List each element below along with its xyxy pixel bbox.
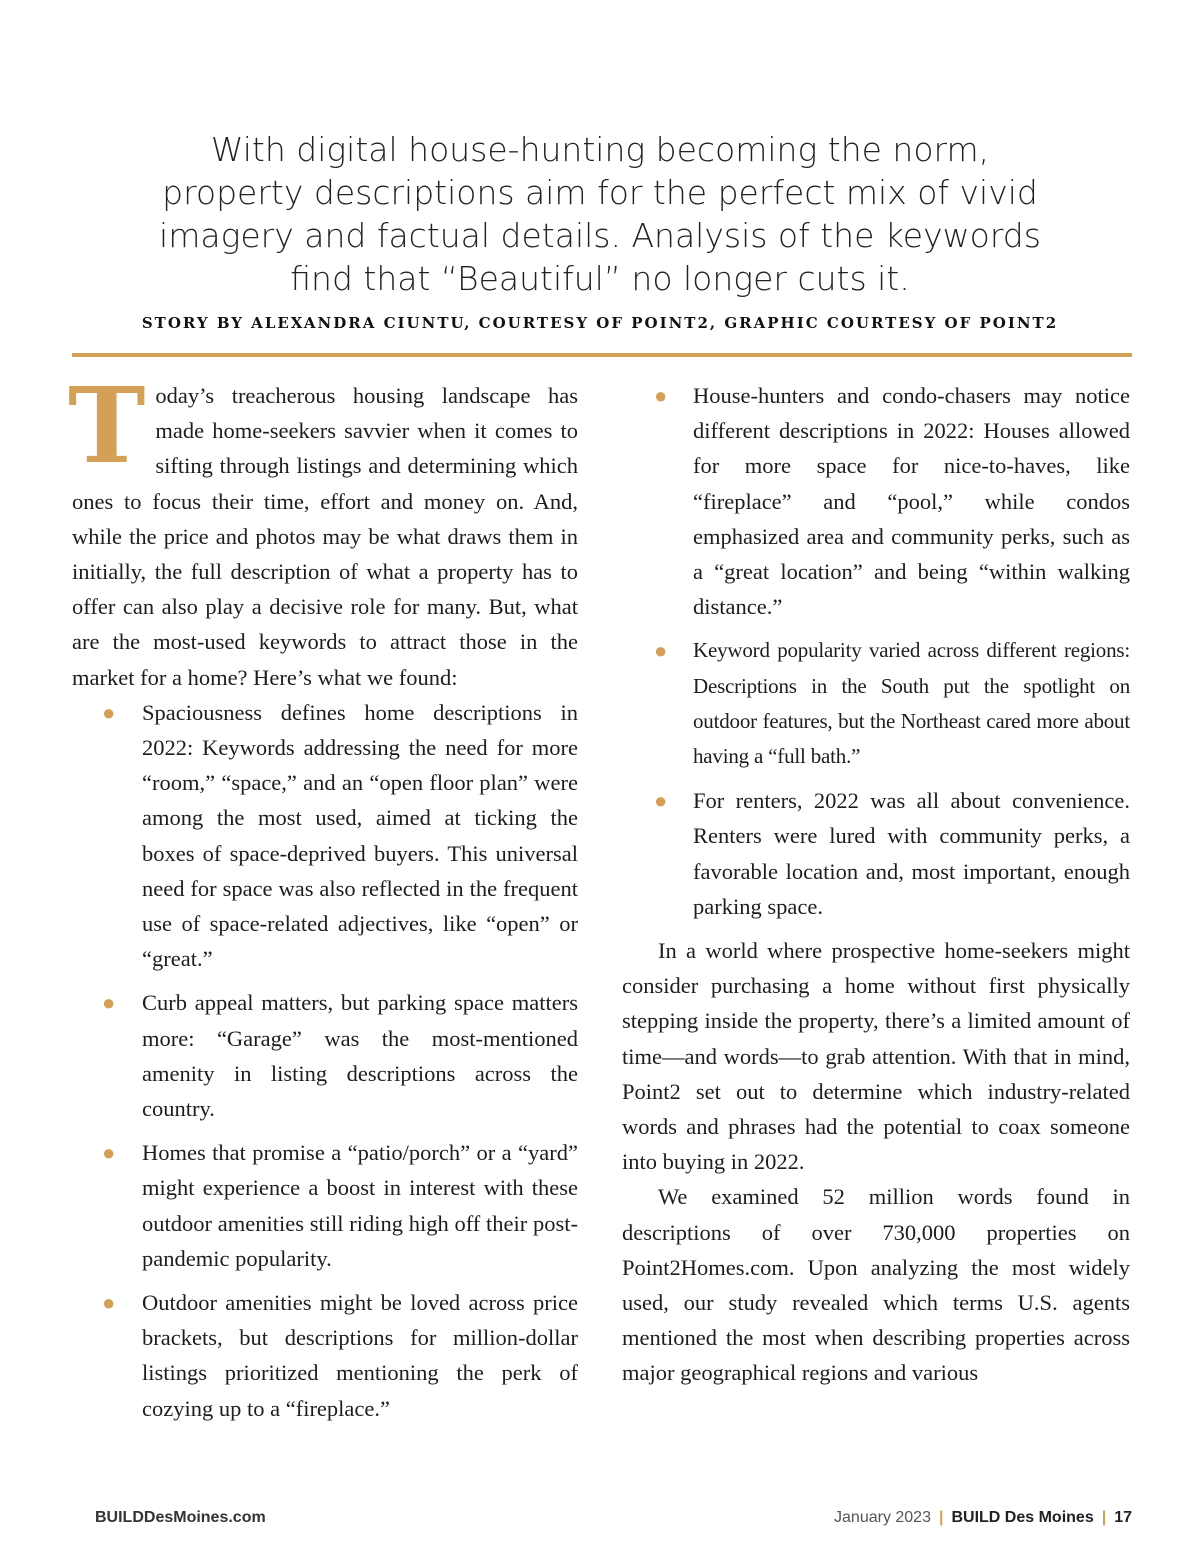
list-item: [622, 633, 1130, 774]
bullet-icon: ●: [102, 699, 116, 725]
list-item: [72, 1135, 578, 1276]
divider-rule: [72, 353, 1132, 357]
footer-publication: BUILD Des Moines: [951, 1509, 1094, 1526]
list-item: [622, 378, 1130, 624]
list-item-text: Curb appeal matters, but parking space matters more: “Garage” was the most-mentioned amenity in listing descriptions across the country.: [142, 990, 578, 1122]
list-item: [72, 695, 578, 977]
right-column: [622, 378, 1130, 1391]
body-paragraph: We examined 52 million words found in descriptions of over 730,000 properties on Point2Homes.com. Upon analyzing the most widely used, our study revealed which terms U.S. agents mentioned the most when describing properties across major geographical regions and various: [622, 1184, 1130, 1386]
byline: STORY BY ALEXANDRA CIUNTU, COURTESY OF POINT2, GRAPHIC COURTESY OF POINT2: [141, 314, 1059, 332]
deck-line: imagery and factual details. Analysis of the keywords: [159, 216, 1041, 255]
bullet-icon: ●: [654, 788, 668, 814]
bullet-icon: ●: [102, 990, 116, 1016]
left-column: [68, 364, 578, 1435]
intro-paragraph: [68, 364, 578, 695]
list-item-text: House-hunters and condo-chasers may notice different descriptions in 2022: Houses allowed for more space for nice-to-haves, like “fireplace” and “pool,” while condos emphasized area and community perks, such as a “great location” and being “within walking distance.”: [693, 383, 1130, 620]
list-item-text: Homes that promise a “patio/porch” or a “yard” might experience a boost in interest with these outdoor amenities still riding high off their post-pandemic popularity.: [142, 1140, 578, 1271]
bullet-icon: ●: [102, 1140, 116, 1166]
deck-line: With digital house-hunting becoming the norm,: [210, 130, 990, 169]
deck-line: find that “Beautiful” no longer cuts it.: [290, 259, 910, 298]
intro-text: oday’s treacherous housing landscape has made home-seekers savvier when it comes to sifting through listings and determining which ones to focus their time, effort and money on. And, while the price and photos may be what draws them in initially, the full description of what a property has to offer can also play a decisive role for many. But, what are the most-used keywords to attract those in the market for a home? Here’s what we found:: [72, 383, 578, 690]
bullet-icon: ●: [102, 1290, 116, 1316]
bullet-icon: ●: [654, 638, 668, 664]
list-item-text: Outdoor amenities might be loved across price brackets, but descriptions for million-dollar listings prioritized mentioning the perk of cozying up to a “fireplace.”: [142, 1290, 578, 1421]
article-deck: [100, 128, 1100, 300]
footer-separator: |: [938, 1509, 944, 1526]
findings-list-continued: [622, 378, 1130, 924]
page-number: 17: [1114, 1509, 1132, 1526]
drop-cap: T: [68, 364, 146, 487]
list-item: [622, 783, 1130, 924]
page-footer: [834, 1509, 1132, 1527]
list-item-text: Spaciousness defines home descriptions in 2022: Keywords addressing the need for more “room,” “space,” and an “open floor plan” were among the most used, aimed at ticking the boxes of space-deprived buyers. This universal need for space was also reflected in the frequent use of space-related adjectives, like “open” or “great.”: [142, 699, 578, 972]
body-paragraph: In a world where prospective home-seekers might consider purchasing a home without first physically stepping inside the property, there’s a limited amount of time—and words—to grab attention. With that in mind, Point2 set out to determine which industry-related words and phrases had the potential to coax someone into buying in 2022.: [622, 938, 1130, 1175]
footer-date: January 2023: [834, 1509, 931, 1526]
list-item: [72, 1285, 578, 1426]
list-item-text: Keyword popularity varied across different regions: Descriptions in the South put the spotlight on outdoor features, but the Northeast cared more about having a “full bath.”: [693, 638, 1130, 769]
list-item-text: For renters, 2022 was all about convenience. Renters were lured with community perks, a favorable location and, most important, enough parking space.: [693, 788, 1130, 919]
bullet-icon: ●: [654, 383, 668, 408]
footer-separator: |: [1101, 1509, 1107, 1526]
footer-website: BUILDDesMoines.com: [95, 1509, 266, 1526]
deck-line: property descriptions aim for the perfect mix of vivid: [162, 173, 1038, 212]
findings-list: [72, 695, 578, 1426]
list-item: [72, 985, 578, 1126]
